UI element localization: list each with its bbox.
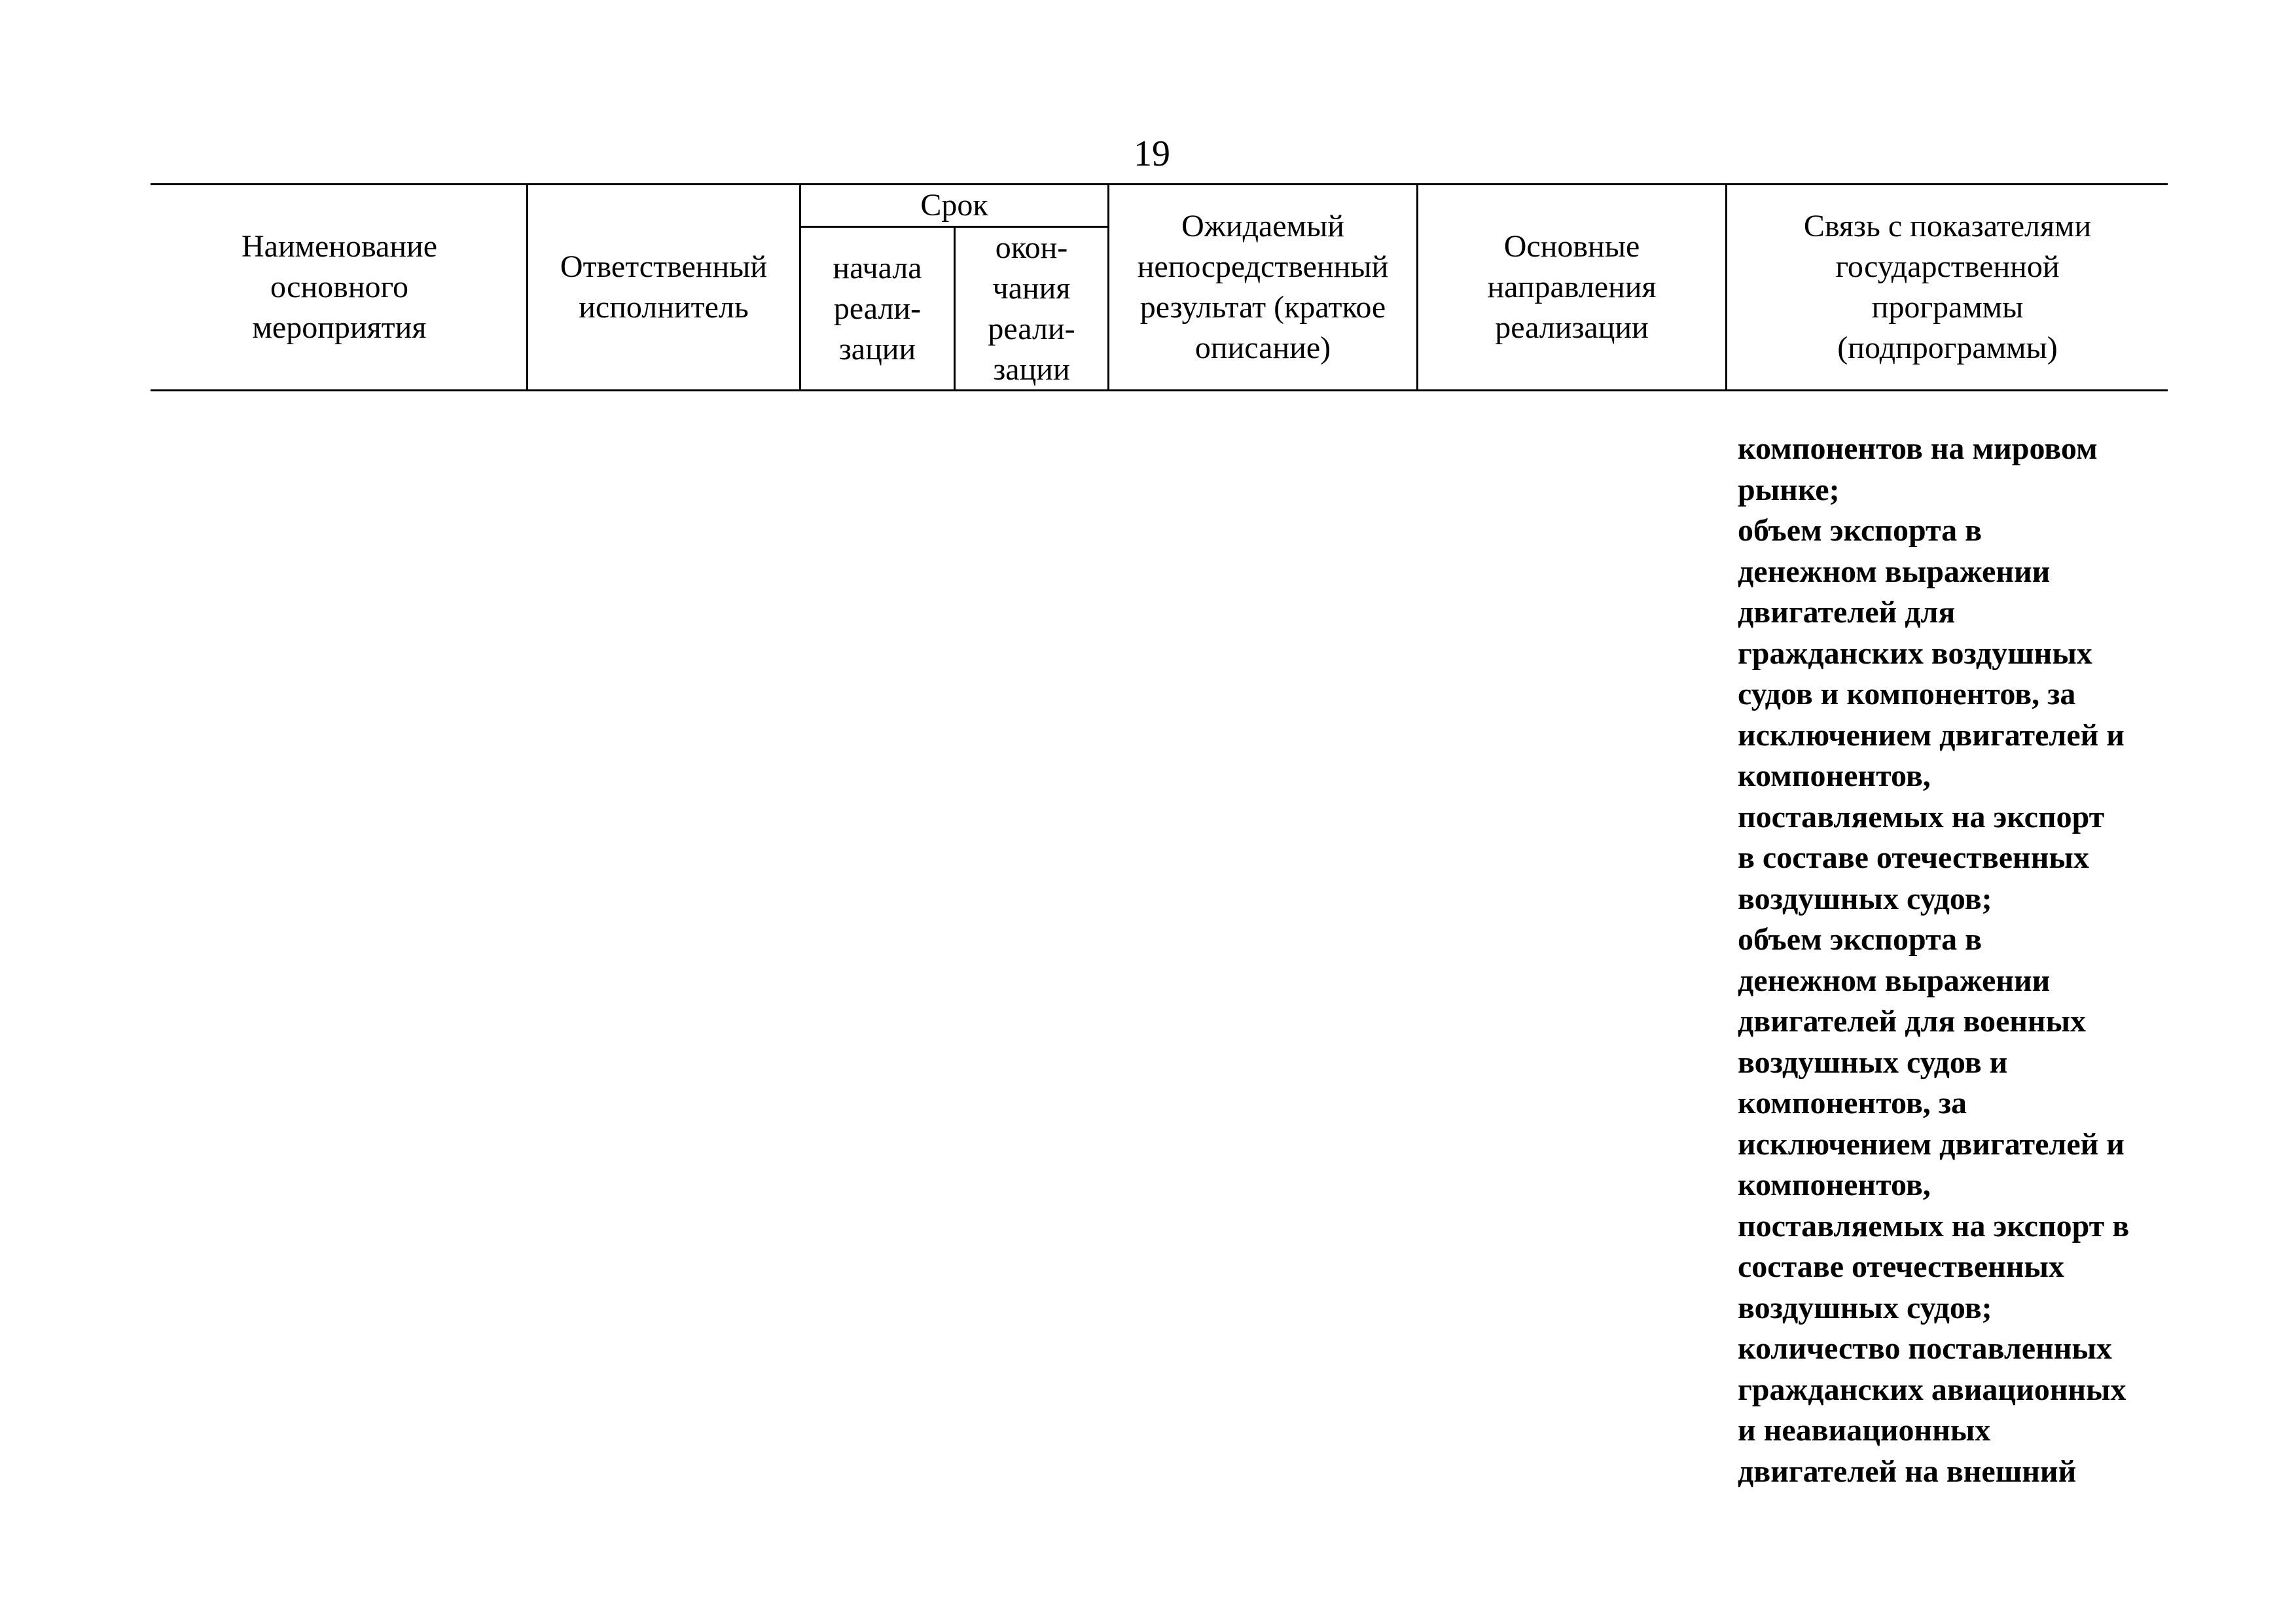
header-term-end: окон- чания реали- зации — [988, 230, 1075, 387]
text-line: двигателей на внешний — [1738, 1454, 2077, 1489]
text-line: воздушных судов и — [1738, 1044, 2008, 1080]
header-term-start: начала реали- зации — [833, 250, 922, 366]
text-line: рынке; — [1738, 472, 1840, 507]
header-link: Связь с показателями государственной программы (подпрограммы) — [1803, 209, 2092, 365]
text-line: компонентов на мировом — [1738, 431, 2098, 466]
text-line: составе отечественных — [1738, 1249, 2064, 1284]
text-line: гражданских авиационных — [1738, 1372, 2126, 1407]
text-line: компонентов, — [1738, 1168, 1931, 1202]
text-line: исключением двигателей и — [1738, 1126, 2125, 1162]
text-line: количество поставленных — [1738, 1331, 2112, 1366]
text-line: гражданских воздушных — [1738, 635, 2092, 671]
text-line: поставляемых на экспорт — [1738, 799, 2105, 834]
header-result: Ожидаемый непосредственный результат (краткое описание) — [1137, 209, 1389, 365]
text-line: воздушных судов; — [1738, 1290, 1992, 1325]
table-header-bottom-border — [151, 389, 2168, 391]
text-line: судов и компонентов, за — [1738, 677, 2076, 711]
text-line: поставляемых на экспорт в — [1738, 1208, 2130, 1243]
text-line: в составе отечественных — [1738, 840, 2089, 875]
text-line: объем экспорта в — [1738, 922, 1982, 957]
text-line: и неавиационных — [1738, 1413, 1991, 1448]
text-line: компонентов, — [1738, 758, 1931, 793]
text-line: объем экспорта в — [1738, 513, 1982, 548]
link-column-content — [1738, 429, 2163, 1492]
header-name: Наименование основного мероприятия — [241, 229, 438, 345]
text-line: воздушных судов; — [1738, 881, 1992, 916]
text-line: двигателей для — [1738, 595, 1956, 630]
header-directions: Основные направления реализации — [1487, 229, 1657, 345]
page-number: 19 — [1134, 134, 1170, 174]
text-line: денежном выражении — [1738, 554, 2051, 589]
text-line: денежном выражении — [1738, 963, 2051, 998]
text-line: компонентов, за — [1738, 1086, 1967, 1120]
text-line: исключением двигателей и — [1738, 717, 2125, 753]
header-executor: Ответственный исполнитель — [560, 249, 768, 325]
header-term: Срок — [920, 188, 988, 223]
text-line: двигателей для военных — [1738, 1004, 2087, 1039]
